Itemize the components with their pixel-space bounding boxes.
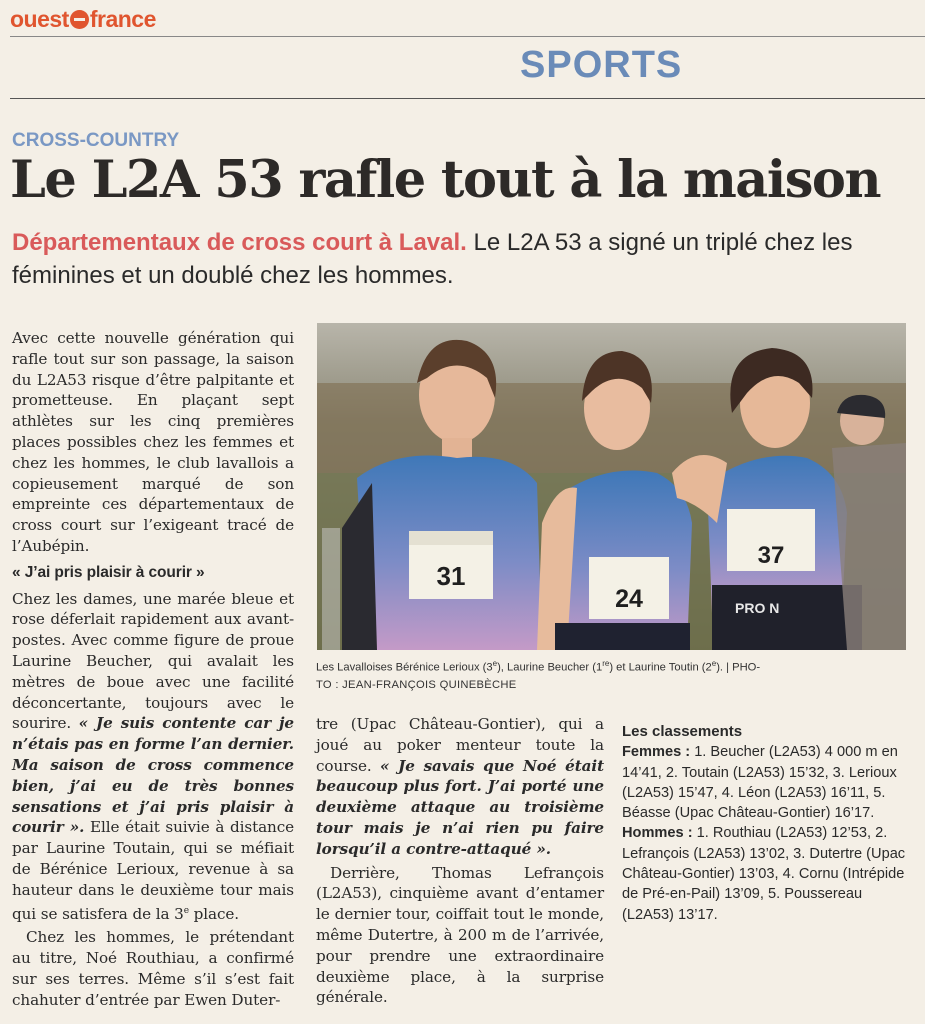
masthead-left: ouest	[10, 6, 69, 32]
top-rule	[10, 36, 925, 37]
photo-runners	[317, 323, 906, 650]
masthead-logo	[10, 6, 156, 33]
para-women-c: place.	[188, 904, 240, 923]
quote-beucher: « Je suis contente car je n’étais pas en forme l’an dernier. Ma saison de cross commence bien, j’ai eu de très bonnes sensations et j’ai pris plaisir à courir ».	[12, 714, 294, 837]
bib-37: 37	[757, 542, 785, 569]
article-column-2	[316, 714, 604, 1008]
paragraph-intro: Avec cette nouvelle génération qui rafle tout sur son passage, la saison du L2A53 risque d’être palpitante et prometteuse. En plaçant sept athlètes sur les cinq premières places possibles chez les femmes et chez les hommes, le club lavallois a copieusement marqué de son empreinte ces départementaux de cross court sur l’exigeant tracé de l’Aubépin.	[12, 329, 294, 555]
section-title: SPORTS	[520, 44, 683, 86]
standfirst	[12, 226, 917, 292]
results-women	[622, 742, 912, 823]
paragraph-men: Chez les hommes, le prétendant au titre, Noé Routhiau, a confirmé sur ses terres. Même s’il s’est fait chahuter d’entrée par Ewen Duter-	[12, 928, 294, 1009]
caption-d: ). | PHO-	[716, 661, 761, 674]
results-men	[622, 823, 912, 924]
para-dutertre-a: tre (Upac Château-Gontier), qui a joué au poker menteur toute la course.	[316, 715, 604, 775]
caption-c: ) et Laurine Toutin (2	[609, 661, 712, 674]
results-men-text: 1. Routhiau (L2A53) 12’53, 2. Lefrançois (L2A53) 13’02, 3. Dutertre (Upac Château-Gontier) 13’03, 4. Cornu (Intrépide de Pré-en-Pail) 13’09, 5. Poussereau (L2A53) 13’17.	[622, 825, 906, 923]
standfirst-text: Le L2A 53 a signé un triplé chez les féminines et un doublé chez les hommes.	[12, 229, 853, 289]
results-women-text: 1. Beucher (L2A53) 4 000 m en 14’41, 2. Toutain (L2A53) 15’32, 3. Lerioux (L2A53) 15’47, 4. Léon (L2A53) 16’11, 5. Béasse (Upac Château-Gontier) 16’17.	[622, 744, 898, 822]
bib-24: 24	[615, 585, 643, 613]
paragraph-lefrancois: Derrière, Thomas Lefrançois (L2A53), cinquième avant d’entamer le dernier tour, coiffait tout le monde, même Dutertre, à 200 m de l’arrivée, pour prendre une extraordinaire deuxième place, à la surprise générale.	[316, 863, 604, 1007]
paragraph-dutertre	[316, 714, 604, 860]
para-women-sup: e	[183, 905, 189, 916]
para-women-a: Chez les dames, une marée bleue et rose déferlait rapidement aux avant-postes. Avec comme figure de proue Laurine Beucher, qui avalait les mètres de boue avec une facilité déconcertante, toujours avec le sourire.	[12, 589, 294, 733]
results-men-label: Hommes :	[622, 825, 693, 842]
logo-ball-icon	[70, 10, 89, 29]
photo-credit: TO : JEAN-FRANÇOIS QUINEBÈCHE	[316, 678, 517, 691]
caption-sup-2: re	[602, 659, 610, 668]
caption-a: Les Lavalloises Bérénice Lerioux (3	[316, 661, 493, 674]
para-women-b: Elle était suivie à distance par Laurine Toutain, qui se méfiait de Bérénice Lerioux, revenue à sa hauteur dans le deuxième tour mais qui se satisfera de la 3	[12, 818, 294, 923]
standfirst-lead: Départementaux de cross court à Laval.	[12, 229, 467, 256]
photo-caption	[316, 655, 916, 694]
caption-b: ), Laurine Beucher (1	[497, 661, 603, 674]
bib-31: 31	[436, 561, 466, 591]
article-subhead: « J’ai pris plaisir à courir »	[12, 563, 205, 581]
results-box	[622, 722, 912, 925]
results-title: Les classements	[622, 723, 743, 740]
paragraph-women	[12, 589, 294, 925]
photo-illustration	[317, 323, 906, 650]
kicker: CROSS-COUNTRY	[12, 130, 180, 151]
quote-dutertre: « Je savais que Noé était beaucoup plus fort. J’ai porté une deuxième attaque au troisième tour mais je n’ai rien pu faire lorsqu’il a contre-attaqué ».	[316, 756, 604, 858]
headline: Le L2A 53 rafle tout à la maison	[10, 150, 881, 210]
caption-sup-1: e	[492, 659, 498, 668]
results-women-label: Femmes :	[622, 744, 691, 761]
article-column-1	[12, 328, 294, 1011]
caption-sup-3: e	[711, 659, 717, 668]
shorts-text: PRO N	[735, 600, 780, 616]
section-rule	[10, 98, 925, 99]
masthead-right: france	[89, 6, 156, 32]
